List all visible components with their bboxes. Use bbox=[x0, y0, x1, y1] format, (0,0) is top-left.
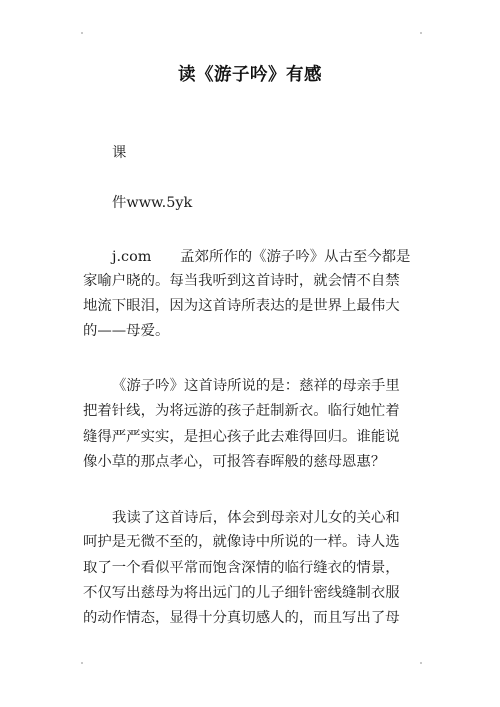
corner-crop-mark bbox=[81, 32, 83, 34]
paragraph-line: 课 bbox=[112, 145, 127, 161]
paragraph-line: 我读了这首诗后，体会到母亲对儿女的关心和 bbox=[112, 510, 400, 526]
corner-crop-mark bbox=[420, 32, 422, 34]
corner-crop-mark bbox=[81, 662, 83, 664]
paragraph-line: 的动作情态，显得十分真切感人的，而且写出了母 bbox=[83, 610, 400, 626]
paragraph-line: 呵护是无微不至的，就像诗中所说的一样。诗人选 bbox=[83, 534, 400, 550]
paragraph-line: 件www.5yk bbox=[112, 195, 193, 211]
paragraph-line: 的——母爱。 bbox=[83, 323, 170, 339]
paragraph-line: 不仅写出慈母为将出远门的儿子细针密线缝制衣服 bbox=[83, 585, 400, 601]
corner-crop-mark bbox=[420, 662, 422, 664]
paragraph-line: 把着针线，为将远游的孩子赶制新衣。临行她忙着 bbox=[83, 403, 400, 419]
paragraph-line: 像小草的那点孝心，可报答春晖般的慈母恩惠？ bbox=[83, 454, 386, 470]
paragraph-line: 《游子吟》这首诗所说的是：慈祥的母亲手里 bbox=[112, 378, 400, 394]
document-title: 读《游子吟》有感 bbox=[178, 65, 322, 85]
paragraph-line: 地流下眼泪，因为这首诗所表达的是世界上最伟大 bbox=[83, 298, 400, 314]
paragraph-line: 缝得严严实实，是担心孩子此去难得回归。谁能说 bbox=[83, 429, 400, 445]
paragraph-line: 取了一个看似平常而饱含深情的临行缝衣的情景， bbox=[83, 560, 400, 576]
paragraph-line: j.com 孟郊所作的《游子吟》从古至今都是 bbox=[112, 249, 411, 265]
paragraph-line: 家喻户晓的。每当我听到这首诗时，就会情不自禁 bbox=[83, 273, 400, 289]
